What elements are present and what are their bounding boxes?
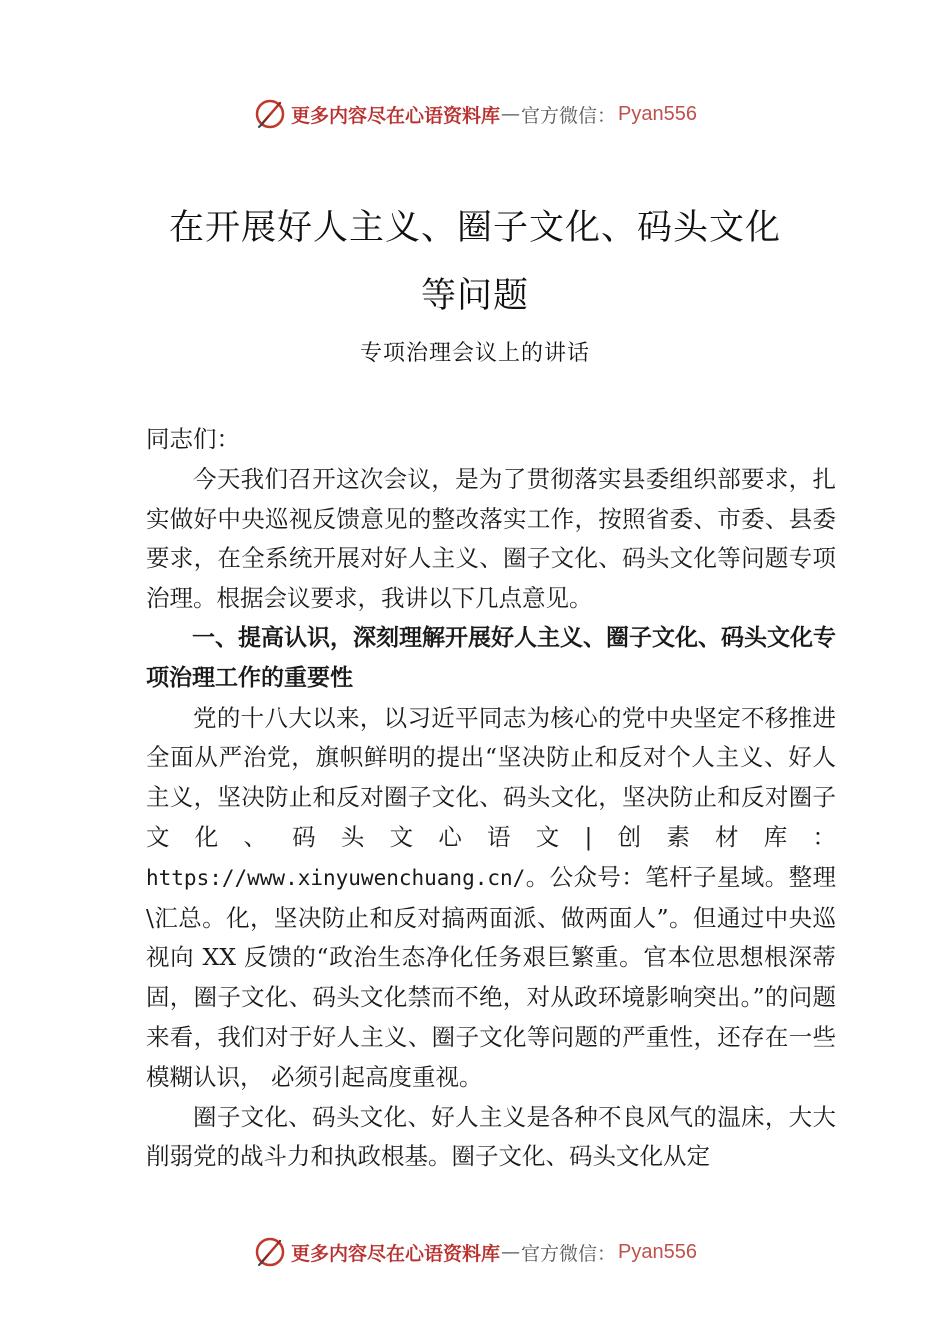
feather-pen-circle-icon [253,97,287,131]
document-subtitle: 专项治理会议上的讲话 [359,341,590,366]
document-body [146,420,836,1177]
watermark-wechat-id: Pyan556 [618,102,697,125]
watermark-wechat-label: 官方微信： [521,1242,617,1265]
watermark-brand: 更多内容尽在心语资料库 [291,104,501,127]
paragraph-2-part1: 党的十八大以来，以习近平同志为核心的党中央坚定不移推进全面从严治党，旗帜鲜明的提出“坚决防止和反对个人主义、好人主义，坚决防止和反对圈子文化、码头文化，坚决防止和反对圈子文化、码头文心语文|创素材库： [146,703,836,851]
paragraph-2-part2: 。公众号：笔杆子星域。整理\汇总。化，坚决防止和反对搞两面派、做两面人”。但通过中央巡视向 XX 反馈的“政治生态净化任务艰巨繁重。官本位思想根深蒂固，圈子文化、码头文化禁而不绝，对从政环境影响突出。”的问题来看，我们对于好人主义、圈子文化等问题的严重性，还存在一些模糊认识， 必须引起高度重视。 [146,862,836,1091]
watermark-wechat-id: Pyan556 [618,1240,697,1263]
feather-pen-circle-icon [253,1235,287,1269]
watermark-dash: — [501,103,521,125]
paragraph-2 [146,699,836,1098]
footer-watermark [0,1232,950,1272]
paragraph-3: 圈子文化、码头文化、好人主义是各种不良风气的温床，大大削弱党的战斗力和执政根基。圈子文化、码头文化从定 [146,1102,836,1171]
paragraph-intro: 今天我们召开这次会议，是为了贯彻落实县委组织部要求，扎实做好中央巡视反馈意见的整改落实工作，按照省委、市委、县委要求，在全系统开展对好人主义、圈子文化、码头文化等问题专项治理。根据会议要求，我讲以下几点意见。 [146,464,836,613]
watermark-wechat-label: 官方微信： [521,104,617,127]
header-watermark [0,94,950,134]
document-title-line2: 等问题 [420,276,529,316]
watermark-brand: 更多内容尽在心语资料库 [291,1242,501,1265]
section-heading-1: 一、提高认识，深刻理解开展好人主义、圈子文化、码头文化专项治理工作的重要性 [146,624,836,691]
salutation: 同志们： [146,425,240,453]
source-url: https://www.xinyuwenchuang.cn/ [146,865,526,890]
watermark-dash: — [501,1241,521,1263]
document-title-line1: 在开展好人主义、圈子文化、码头文化 [168,208,781,248]
